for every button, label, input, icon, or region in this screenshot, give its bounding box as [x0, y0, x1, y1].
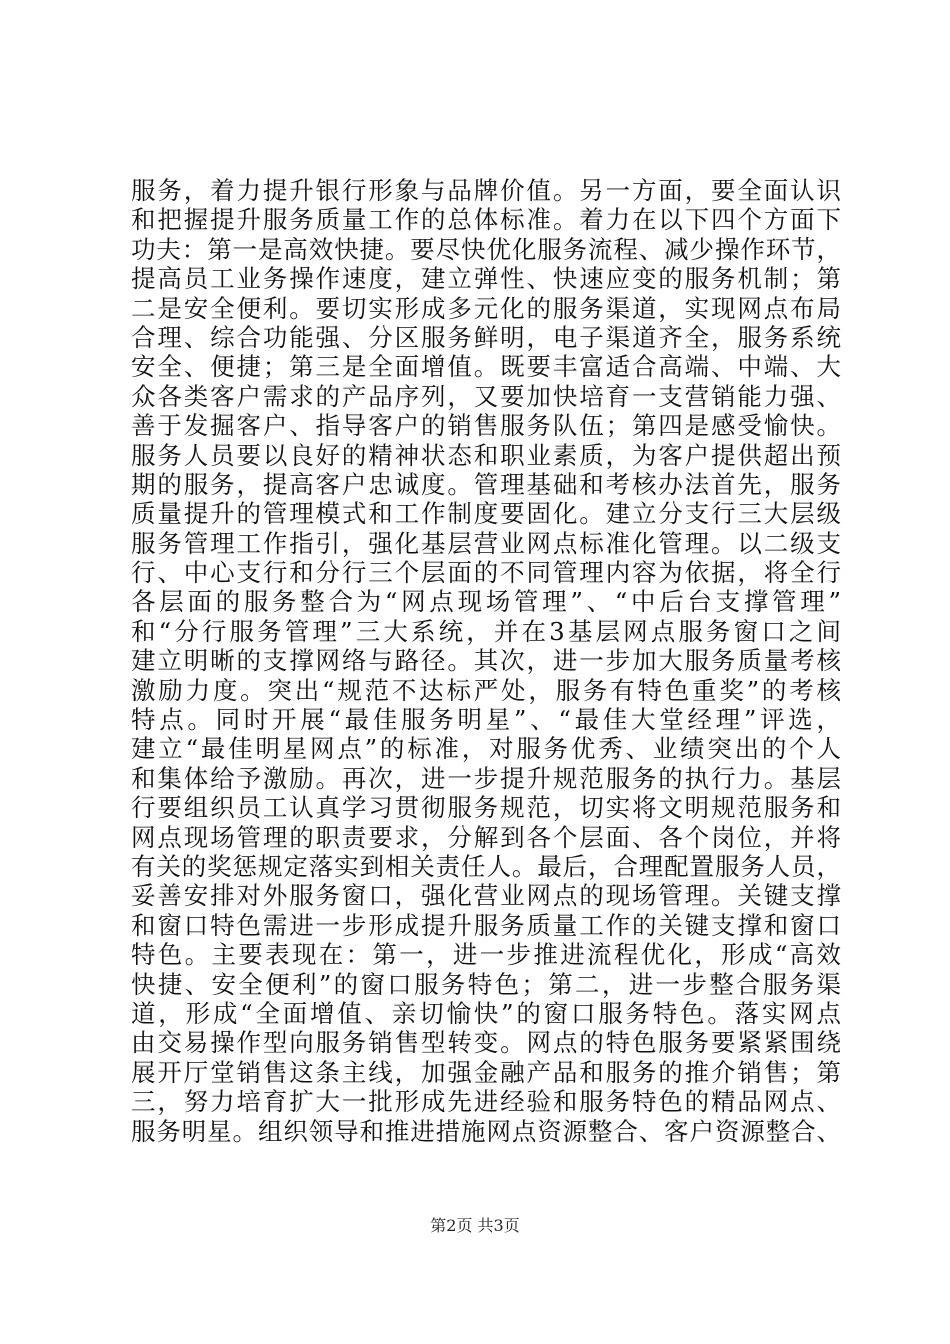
- text-line: 提高员工业务操作速度，建立弹性、快速应变的服务机制；第: [131, 264, 841, 294]
- text-line: 功夫：第一是高效快捷。要尽快优化服务流程、减少操作环节，: [131, 234, 841, 264]
- text-line: 期的服务，提高客户忠诚度。管理基础和考核办法首先，服务: [131, 469, 841, 499]
- text-line: 服务明星。组织领导和推进措施网点资源整合、客户资源整合、: [131, 1116, 841, 1146]
- page-footer: 第2页 共3页: [430, 1216, 520, 1235]
- text-line: 快捷、安全便利”的窗口服务特色；第二，进一步整合服务渠: [131, 969, 841, 999]
- text-line: 建立明晰的支撑网络与路径。其次，进一步加大服务质量考核: [131, 646, 841, 676]
- text-line: 和集体给予激励。再次，进一步提升规范服务的执行力。基层: [131, 763, 841, 793]
- text-line: 网点现场管理的职责要求，分解到各个层面、各个岗位，并将: [131, 822, 841, 852]
- text-line: 和窗口特色需进一步形成提升服务质量工作的关键支撑和窗口: [131, 910, 841, 940]
- text-line: 行要组织员工认真学习贯彻服务规范，切实将文明规范服务和: [131, 793, 841, 823]
- text-line: 众各类客户需求的产品序列，又要加快培育一支营销能力强、: [131, 381, 841, 411]
- text-line: 三，努力培育扩大一批形成先进经验和服务特色的精品网点、: [131, 1087, 841, 1117]
- text-line: 有关的奖惩规定落实到相关责任人。最后，合理配置服务人员，: [131, 851, 841, 881]
- text-line: 服务管理工作指引，强化基层营业网点标准化管理。以二级支: [131, 528, 841, 558]
- text-line: 特点。同时开展“最佳服务明星”、“最佳大堂经理”评选，: [131, 705, 841, 735]
- text-line: 合理、综合功能强、分区服务鲜明，电子渠道齐全，服务系统: [131, 322, 841, 352]
- text-line: 建立“最佳明星网点”的标准，对服务优秀、业绩突出的个人: [131, 734, 841, 764]
- text-line: 服务人员要以良好的精神状态和职业素质，为客户提供超出预: [131, 440, 841, 470]
- text-line: 质量提升的管理模式和工作制度要固化。建立分支行三大层级: [131, 499, 841, 529]
- text-line: 安全、便捷；第三是全面增值。既要丰富适合高端、中端、大: [131, 352, 841, 382]
- body-text: [131, 176, 841, 1146]
- text-line: 和把握提升服务质量工作的总体标准。着力在以下四个方面下: [131, 205, 841, 235]
- text-line: 服务，着力提升银行形象与品牌价值。另一方面，要全面认识: [131, 176, 841, 205]
- text-line: 由交易操作型向服务销售型转变。网点的特色服务要紧紧围绕: [131, 1028, 841, 1058]
- text-line: 和“分行服务管理”三大系统，并在3基层网点服务窗口之间: [131, 616, 841, 646]
- text-line: 行、中心支行和分行三个层面的不同管理内容为依据，将全行: [131, 558, 841, 588]
- text-line: 道，形成“全面增值、亲切愉快”的窗口服务特色。落实网点: [131, 998, 841, 1028]
- text-line: 各层面的服务整合为“网点现场管理”、“中后台支撑管理”: [131, 587, 841, 617]
- text-line: 妥善安排对外服务窗口，强化营业网点的现场管理。关键支撑: [131, 881, 841, 911]
- text-line: 善于发掘客户、指导客户的销售服务队伍；第四是感受愉快。: [131, 411, 841, 441]
- text-line: 二是安全便利。要切实形成多元化的服务渠道，实现网点布局: [131, 293, 841, 323]
- text-line: 激励力度。突出“规范不达标严处，服务有特色重奖”的考核: [131, 675, 841, 705]
- text-line: 展开厅堂销售这条主线，加强金融产品和服务的推介销售；第: [131, 1057, 841, 1087]
- text-line: 特色。主要表现在：第一，进一步推进流程优化，形成“高效: [131, 940, 841, 970]
